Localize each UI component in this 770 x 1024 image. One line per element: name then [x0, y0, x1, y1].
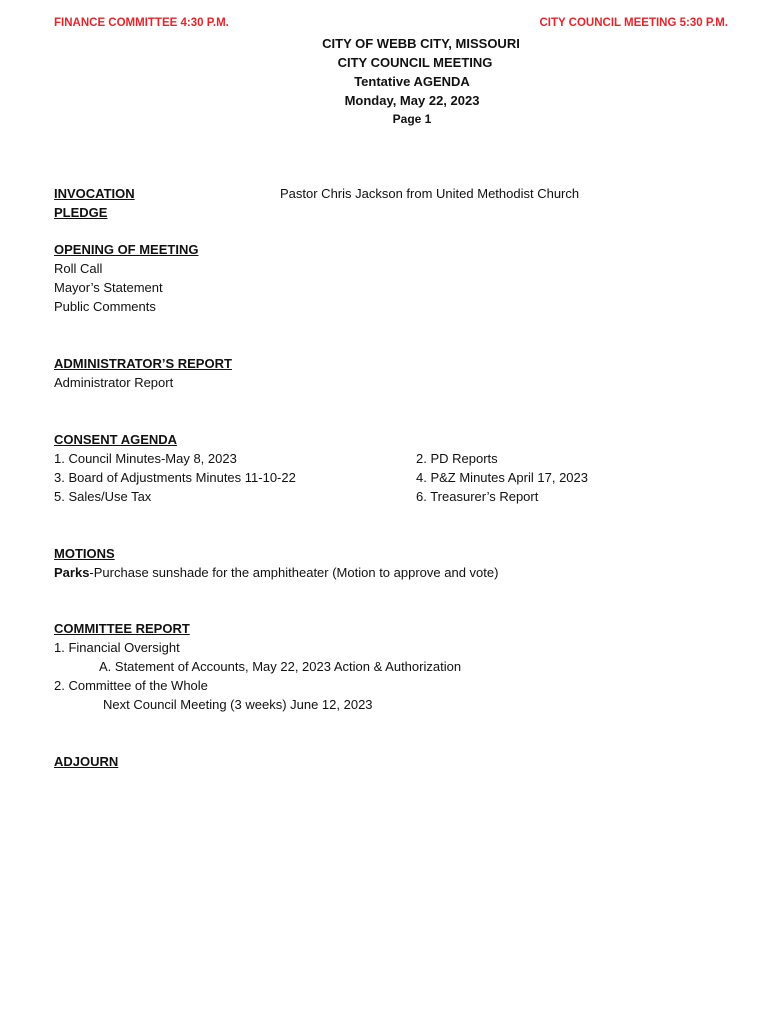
- finance-committee-time: FINANCE COMMITTEE 4:30 P.M.: [54, 17, 229, 29]
- page-number: Page 1: [392, 112, 432, 126]
- list-item: 1. Financial Oversight: [54, 640, 180, 655]
- invocation-text: Pastor Chris Jackson from United Methodist Church: [280, 186, 580, 201]
- motion-item-text: -Purchase sunshade for the amphitheater (Motion to approve and vote): [89, 565, 499, 580]
- consent-heading: CONSENT AGENDA: [54, 432, 178, 447]
- motions-section: [54, 544, 498, 582]
- city-name: CITY OF WEBB CITY, MISSOURI: [322, 36, 520, 51]
- city-council-meeting-time: CITY COUNCIL MEETING 5:30 P.M.: [539, 17, 728, 29]
- motion-item-label: Parks: [54, 565, 90, 580]
- opening-section: [54, 240, 198, 316]
- motions-heading: MOTIONS: [54, 546, 115, 561]
- administrator-section: [54, 354, 232, 392]
- list-item: 2. PD Reports: [416, 451, 498, 466]
- list-subitem: Next Council Meeting (3 weeks) June 12, 2023: [103, 697, 373, 712]
- committee-section: [54, 619, 461, 714]
- list-item: 2. Committee of the Whole: [54, 678, 208, 693]
- list-item: 1. Council Minutes-May 8, 2023: [54, 451, 237, 466]
- list-item: Roll Call: [54, 261, 103, 276]
- consent-right-column: [416, 449, 588, 506]
- invocation-heading: INVOCATION: [54, 186, 135, 201]
- list-item: 3. Board of Adjustments Minutes 11-10-22: [54, 470, 296, 485]
- adjourn-heading: ADJOURN: [54, 754, 119, 769]
- list-item: Administrator Report: [54, 375, 174, 390]
- agenda-title-block: [0, 34, 770, 129]
- list-subitem: A. Statement of Accounts, May 22, 2023 Action & Authorization: [99, 659, 462, 674]
- pledge-heading: PLEDGE: [54, 205, 108, 220]
- list-item: 4. P&Z Minutes April 17, 2023: [416, 470, 588, 485]
- committee-heading: COMMITTEE REPORT: [54, 621, 190, 636]
- motion-item: [54, 563, 498, 582]
- opening-heading: OPENING OF MEETING: [54, 242, 199, 257]
- list-item: 6. Treasurer’s Report: [416, 489, 539, 504]
- list-item: Public Comments: [54, 299, 156, 314]
- meeting-name: CITY COUNCIL MEETING: [337, 55, 493, 70]
- agenda-type: Tentative AGENDA: [354, 74, 470, 89]
- list-item: 5. Sales/Use Tax: [54, 489, 152, 504]
- list-item: Mayor’s Statement: [54, 280, 163, 295]
- meeting-date: Monday, May 22, 2023: [344, 93, 480, 108]
- administrator-heading: ADMINISTRATOR’S REPORT: [54, 356, 232, 371]
- consent-section: [54, 430, 296, 506]
